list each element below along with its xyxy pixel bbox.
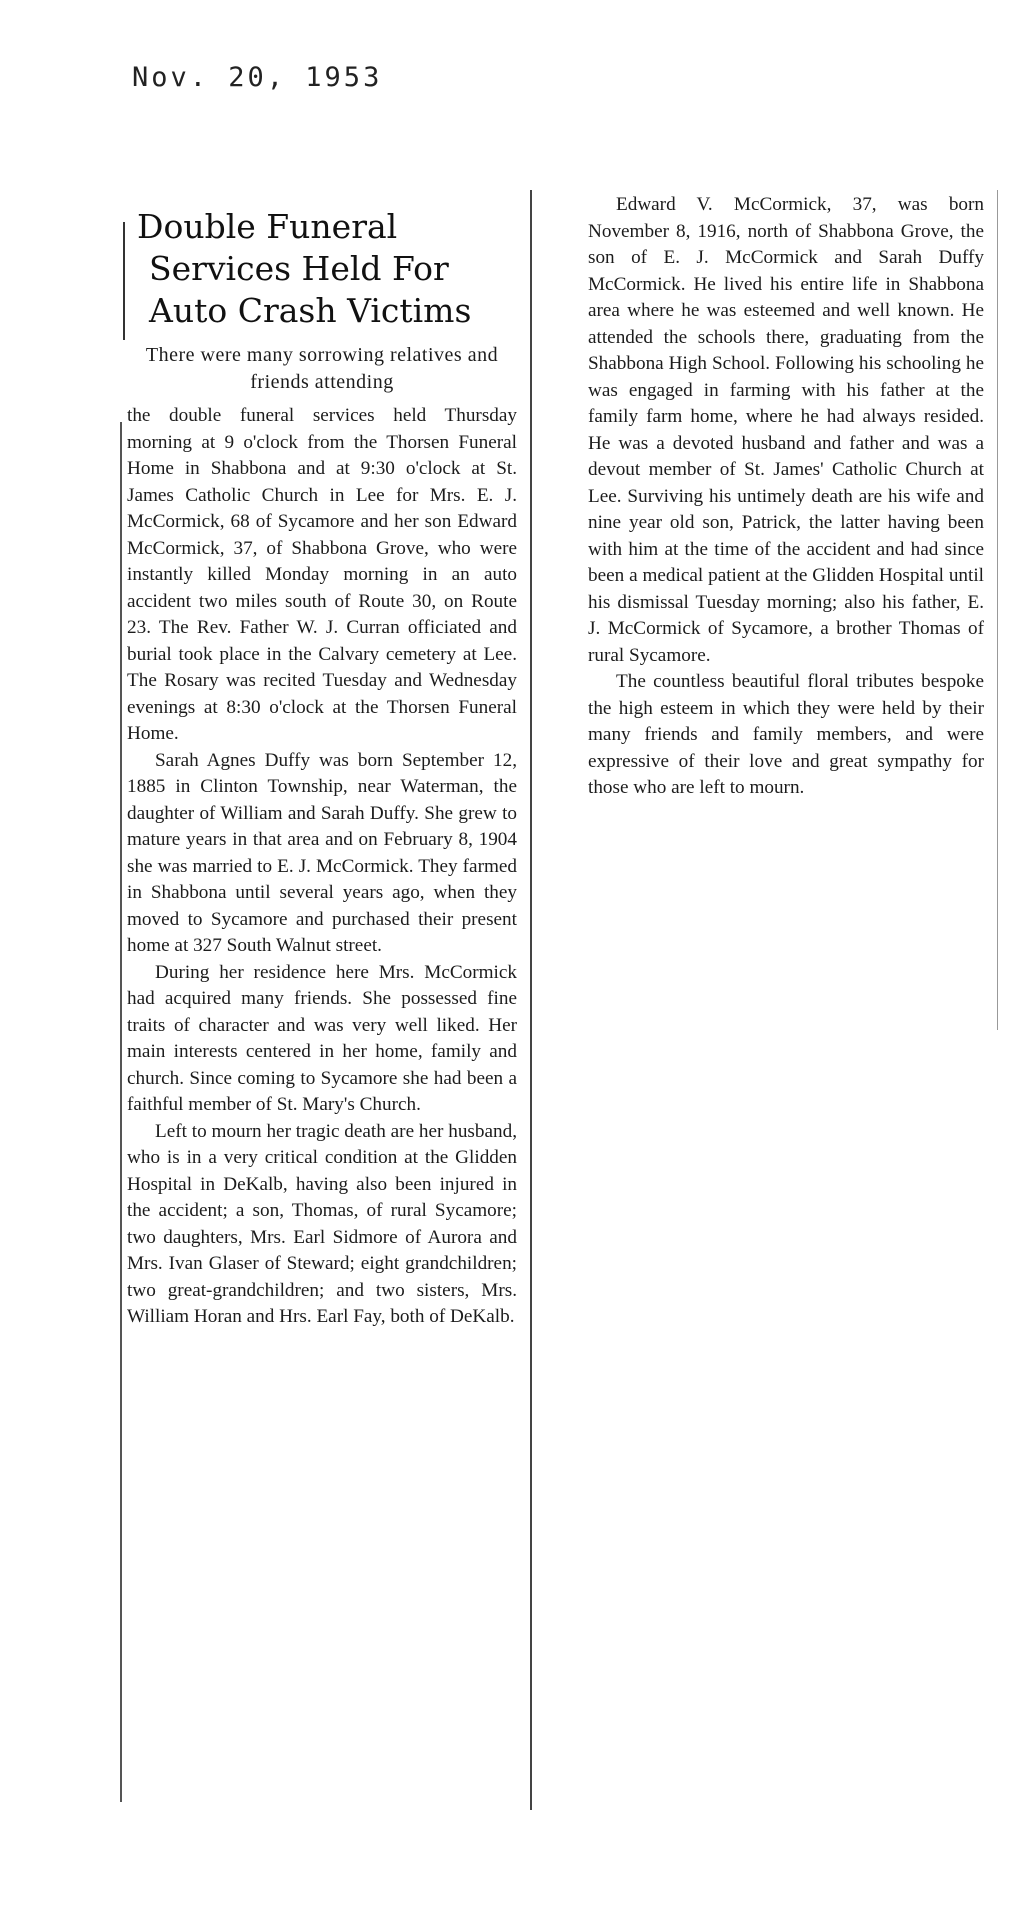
column-divider — [530, 190, 532, 1810]
paragraph-services: the double funeral services held Thursday morning at 9 o'clock from the Thorsen Funeral Home in Shabbona and at 9:30 o'clock at St. James Catholic Church in Lee for Mrs. E. J. McCormick, 68 of Sycamore and her son Edward McCormick, 37, of Shabbona Grove, who were instantly killed Monday morning in an auto accident two miles south of Route 30, on Route 23. The Rev. Father W. J. Curran officiated and burial took place in the Calvary cemetery at Lee. The Rosary was recited Tuesday and Wednesday evenings at 8:30 o'clock at the Thorsen Funeral Home. — [127, 405, 517, 744]
paragraph-edward-biography: Edward V. McCormick, 37, was born November 8, 1916, north of Shabbona Grove, the son of E. J. McCormick and Sarah Duffy McCormick. He lived his entire life in Shabbona area where he was esteemed and well known. He attended the schools there, graduating from the Shabbona High School. Following his schooling he was engaged in farming with his father at the family farm home, where he had always resided. He was a devoted husband and father and was a devout member of St. James' Catholic Church at Lee. Surviving his untimely death are his wife and nine year old son, Patrick, the latter having been with him at the time of the accident and had since been a medical patient at the Glidden Hospital until his dismissal Tuesday morning; also his father, E. J. McCormick of Sycamore, a brother Thomas of rural Sycamore. — [588, 194, 984, 666]
headline-line-3: Auto Crash Victims — [149, 291, 472, 330]
headline-line-2: Services Held For — [149, 249, 449, 288]
right-column — [588, 192, 984, 802]
right-column-rule — [997, 190, 998, 1030]
left-column — [127, 206, 517, 1331]
lede-text: There were many sorrowing relatives and friends attending — [145, 344, 499, 393]
article-date: Nov. 20, 1953 — [132, 62, 383, 93]
paragraph-sarah-biography: Sarah Agnes Duffy was born September 12, 1885 in Clinton Township, near Waterman, the daughter of William and Sarah Duffy. She grew to mature years in that area and on February 8, 1904 she was married to E. J. McCormick. They farmed in Shabbona until several years ago, when they moved to Sycamore and purchased their present home at 327 South Walnut street. — [127, 749, 517, 956]
headline-rule — [123, 222, 125, 340]
headline — [127, 206, 517, 332]
headline-line-1: Double Funeral — [137, 207, 398, 246]
paragraph-floral-tributes: The countless beautiful floral tributes bespoke the high esteem in which they were held by their many friends and family members, and were expressive of their love and great sympathy for those who are left to mourn. — [588, 671, 984, 798]
left-column-rule — [120, 422, 122, 1802]
paragraph-survivors-sarah: Left to mourn her tragic death are her husband, who is in a very critical condition at the Glidden Hospital in DeKalb, having also been injured in the accident; a son, Thomas, of rural Sycamore; two daughters, Mrs. Earl Sidmore of Aurora and Mrs. Ivan Glaser of Steward; eight grandchildren; two great-grandchildren; and two sisters, Mrs. William Horan and Hrs. Earl Fay, both of DeKalb. — [127, 1120, 517, 1327]
paragraph-residence: During her residence here Mrs. McCormick had acquired many friends. She possessed fine traits of character and was very well liked. Her main interests centered in her home, family and church. Since coming to Sycamore she had been a faithful member of St. Mary's Church. — [127, 961, 517, 1115]
